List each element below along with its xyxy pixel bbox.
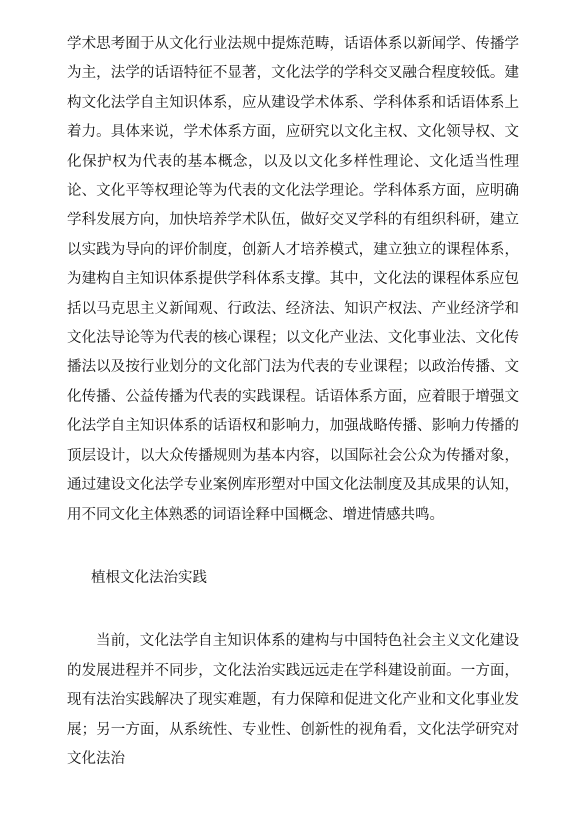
document-page [67,30,519,774]
paragraph-spacer [67,593,519,627]
paragraph-spacer [67,530,519,564]
section-heading: 植根文化法治实践 [91,569,207,586]
body-paragraph-2: 当前，文化法学自主知识体系的建构与中国特色社会主义文化建设的发展进程并不同步，文化法治实践远远走在学科建设前面。一方面，现有法治实践解决了现实难题，有力保障和促进文化产业和文化事业发展；另一方面，从系统性、专业性、创新性的视角看，文化法学研究对文化法治 [67,633,519,767]
body-paragraph-1: 学术思考囿于从文化行业法规中提炼范畴，话语体系以新闻学、传播学为主，法学的话语特征不显著，文化法学的学科交叉融合程度较低。建构文化法学自主知识体系，应从建设学术体系、学科体系和话语体系上着力。具体来说，学术体系方面，应研究以文化主权、文化领导权、文化保护权为代表的基本概念，以及以文化多样性理论、文化适当性理论、文化平等权理论等为代表的文化法学理论。学科体系方面，应明确学科发展方向，加快培养学术队伍，做好交叉学科的有组织科研，建立以实践为导向的评价制度，创新人才培养模式，建立独立的课程体系，为建构自主知识体系提供学科体系支撑。其中，文化法的课程体系应包括以马克思主义新闻观、行政法、经济法、知识产权法、产业经济学和文化法导论等为代表的核心课程；以文化产业法、文化事业法、文化传播法以及按行业划分的文化部门法为代表的专业课程；以政治传播、文化传播、公益传播为代表的实践课程。话语体系方面，应着眼于增强文化法学自主知识体系的话语权和影响力，加强战略传播、影响力传播的顶层设计，以大众传播规则为基本内容，以国际社会公众为传播对象，通过建设文化法学专业案例库形塑对中国文化法制度及其成果的认知，用不同文化主体熟悉的词语诠释中国概念、增进情感共鸣。 [67,36,519,523]
